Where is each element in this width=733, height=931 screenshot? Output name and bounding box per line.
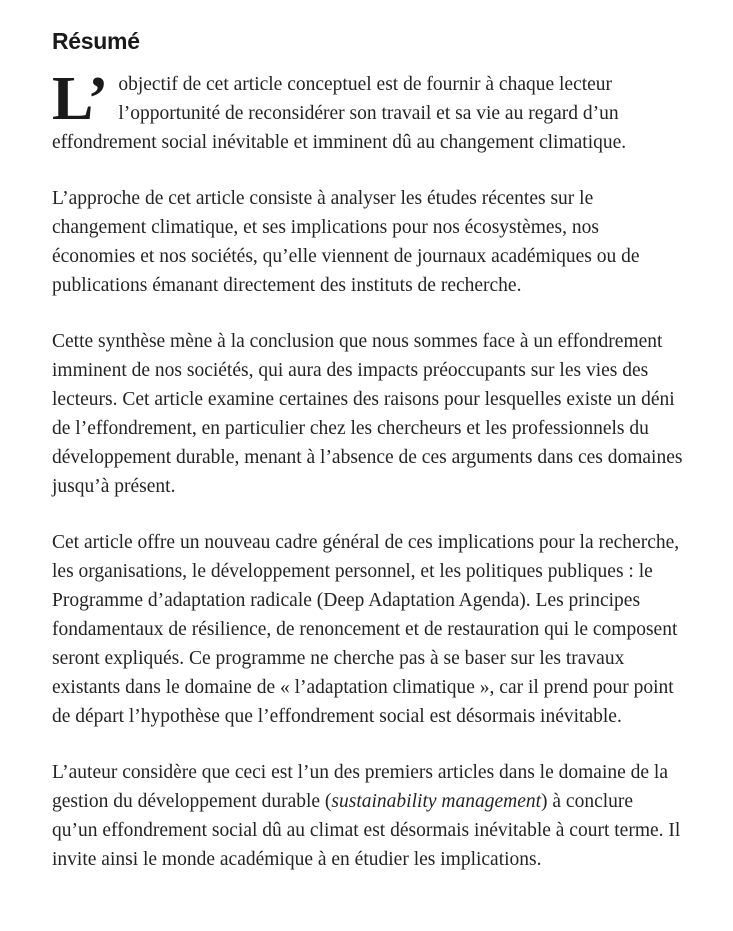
lead-text: objectif de cet article conceptuel est de fournir à chaque lecteur l’opportunité de reconsidérer son travail et sa vie au regard d’un effondrement social inévitable et imminent dû au changement climatique. — [52, 74, 627, 153]
conclusion-text-post: ) à conclure qu’un effondrement social dû au climat est désormais inévitable à court terme. Il invite ainsi le monde académique à en étudier les implications. — [52, 791, 681, 870]
paragraph-framework: Cet article offre un nouveau cadre général de ces implications pour la recherche, les organisations, le développement personnel, et les politiques publiques : le Programme d’adaptation radicale (Deep Adaptation Agenda). Les principes fondamentaux de résilience, de renoncement et de restauration qui le composent seront expliqués. Ce programme ne cherche pas à se baser sur les travaux existants dans le domaine de « l’adaptation climatique », car il prend pour point de départ l’hypothèse que l’effondrement social est désormais inévitable. — [52, 532, 680, 727]
italic-term: sustainability management — [331, 791, 542, 812]
paragraph-approach: L’approche de cet article consiste à analyser les études récentes sur le changement climatique, et ses implications pour nos écosystèmes, nos économies et nos sociétés, qu’elle viennent de journaux académiques ou de publications émanant directement des instituts de recherche. — [52, 188, 640, 296]
lead-paragraph — [52, 65, 683, 157]
paragraph-conclusion — [52, 758, 683, 874]
conclusion-text-pre: L’auteur considère que ceci est l’un des premiers articles dans le domaine de la gestion du développement durable ( — [52, 762, 668, 812]
paragraph-synthesis: Cette synthèse mène à la conclusion que nous sommes face à un effondrement imminent de nos sociétés, qui aura des impacts préoccupants sur les vies des lecteurs. Cet article examine certaines des raisons pour lesquelles existe un déni de l’effondrement, en particulier chez les chercheurs et les professionnels du développement durable, menant à l’absence de ces arguments dans ces domaines jusqu’à présent. — [52, 331, 683, 497]
section-heading: Résumé — [52, 28, 140, 54]
dropcap: L’ — [52, 65, 109, 133]
